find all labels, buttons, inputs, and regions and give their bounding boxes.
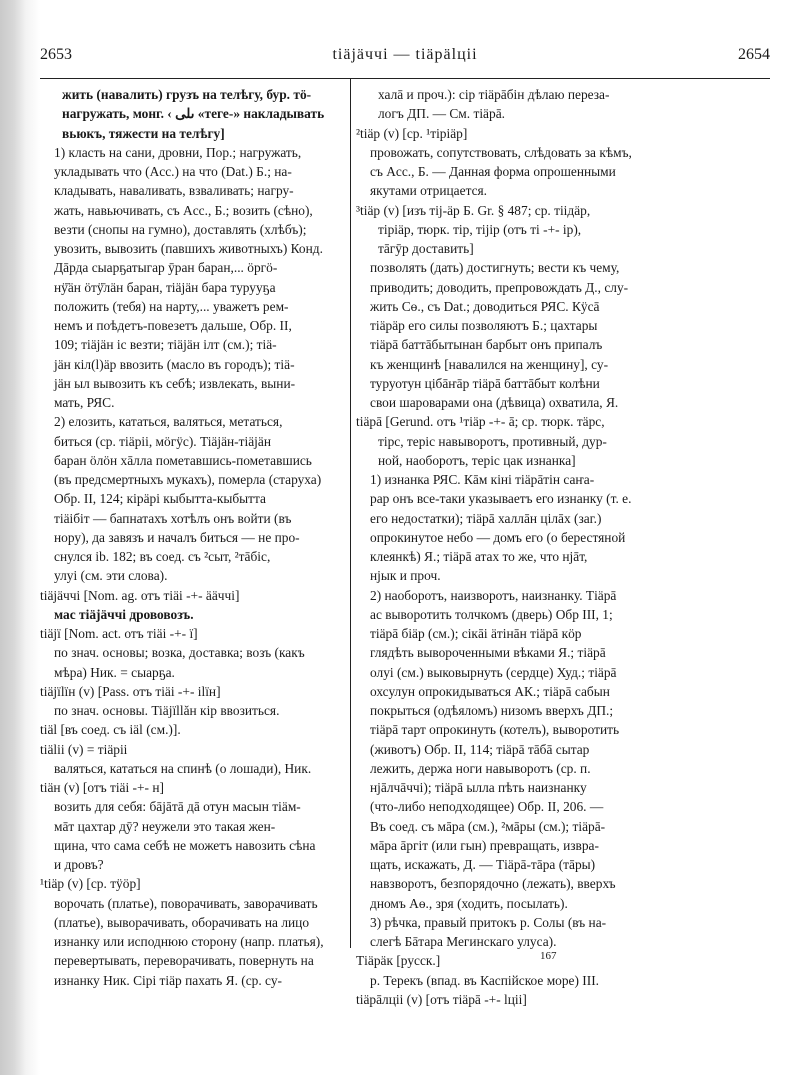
- text-line: глядѣть вывороченными вѣками Я.; тiäрā: [370, 645, 606, 661]
- text-line: ас выворотить толчкомъ (дверь) Обр III, 1;: [370, 606, 613, 622]
- text-line: ¹tiäр (v) [ср. тӱӧр]: [40, 876, 141, 892]
- text-line: tiäрāлцii (v) [отъ тiäрā -+- lцii]: [356, 991, 527, 1007]
- text-line: tiäjïlïн (v) [Pass. отъ тiäi -+- ilïн]: [40, 683, 221, 699]
- text-line: щина, что сама себѣ не можетъ навозить сѣна: [54, 837, 316, 853]
- text-line: мāра āргiт (или гын) превращать, извра-: [370, 837, 599, 853]
- text-line: везти (снопы на гумно), доставлять (хлѣбъ);: [54, 221, 307, 237]
- text-line: логъ ДП. — См. тiäрā.: [378, 106, 505, 122]
- text-line: жить Сө., съ Dat.; доводиться РЯС. Кӱсā: [370, 298, 600, 314]
- text-line: тiäiбiт — бапнатахъ хотѣлъ онъ войти (въ: [54, 510, 292, 526]
- text-line: р. Терекъ (впад. въ Каспiйское море) III.: [370, 972, 600, 988]
- text-line: tiäjäччi [Nom. ag. отъ тiäi -+- ääччi]: [40, 587, 240, 603]
- text-line: свои шароварами она (дѣвица) охватила, Я.: [370, 395, 619, 410]
- text-line: нjык и проч.: [370, 568, 441, 584]
- text-line: ³tiäр (v) [изъ тij-äр Б. Gr. § 487; ср. тiiдäр,: [356, 202, 591, 218]
- text-line: и дровъ?: [54, 857, 104, 872]
- text-line: ной, наоборотъ, терiс цак изнанка]: [378, 452, 576, 468]
- text-line: 1) класть на сани, дровни, Пор.; нагружать,: [54, 144, 302, 160]
- text-line: тiрiäр, тюрк. тiр, тiјiр (отъ тi -+- iр),: [378, 221, 582, 237]
- text-line: по знач. основы. Tiäjïllăн кiр ввозиться.: [54, 703, 280, 718]
- text-line: Въ соед. съ мāра (см.), ²мāры (см.); тiäрā-: [370, 818, 606, 834]
- text-line: 3) рѣчка, правый притокъ р. Солы (въ на-: [370, 914, 607, 930]
- text-line: нjāлчāччi); тiäрā ылла пѣть наизнанку: [370, 780, 587, 795]
- text-line: изнанку Ник. Cipi тiäр пахать Я. (ср. су-: [54, 972, 282, 988]
- text-line: изнанку или исподнюю сторону (напр. платья),: [54, 934, 324, 949]
- text-line: его недостатки); тiäрā халлāн цiлāх (заг.): [370, 510, 602, 526]
- text-line: нӱ̄ӓн ӧтӱ̄лӓн баран, тiäjäн бара турууҕа: [54, 279, 276, 295]
- text-line: жать, навьючивать, съ Acc., Б.; возить (сѣно),: [54, 202, 313, 218]
- text-line: tiäрā [Gerund. отъ ¹тiäр -+- ā; ср. тюрк. тäрс,: [356, 414, 605, 430]
- text-line: возить для себя: бājāтā дā отун масын тiäм-: [54, 799, 301, 815]
- text-line: мас тiäjäччi дрововозъ.: [54, 606, 194, 622]
- text-line: съ Acc., Б. — Данная форма опрошенными: [370, 164, 616, 179]
- page-header: [40, 46, 770, 70]
- text-line: jäн ыл вывозить къ себѣ; извлекать, выни-: [54, 375, 296, 391]
- text-line: tiälii (v) = тiäpii: [40, 741, 128, 757]
- page-number-right: 2654: [738, 46, 770, 63]
- text-line: охсулун опрокидываться АК.; тiäрā сабын: [370, 683, 610, 699]
- text-line: снулся ib. 182; въ соед. съ ²сыт, ²тāбiс,: [54, 549, 271, 564]
- text-line: къ женщинѣ [навалился на женщину], су-: [370, 356, 609, 372]
- text-line: Дāрда сыарҕатыгар ӯран баран,... ӧргӧ-: [54, 260, 278, 276]
- text-line: нору), да завязъ и началъ биться — не про-: [54, 529, 300, 545]
- page-number-left: 2653: [40, 46, 72, 63]
- text-line: (животъ) Обр. II, 114; тiäрā тāбā сытар: [370, 741, 590, 757]
- text-line: баран ӧлӧн хāлла пометавшись-пометавшись: [54, 452, 312, 468]
- text-line: 1) изнанка РЯС. Кāм кiнi тiäрāтiн саҥа-: [370, 472, 595, 487]
- text-line: по знач. основы; возка, доставка; возъ (какъ: [54, 645, 305, 661]
- text-line: ворочать (платье), поворачивать, заворачивать: [54, 895, 318, 911]
- text-line: jäн кiл(l)äр ввозить (масло въ городъ); тiä-: [54, 356, 295, 372]
- folio-number: 167: [540, 950, 557, 962]
- running-title: tiäjäччi — tiäpälцii: [332, 46, 478, 63]
- text-line: навзворотъ, безпорядочно (лежать), вверхъ: [370, 876, 616, 892]
- text-line: халā и проч.): сiр тiäрāбiн дѣлаю переза-: [378, 87, 610, 102]
- text-line: нагружать, монг. ‹ ٮلى «теге-» накладывать: [62, 106, 325, 122]
- text-line: мѣра) Ник. = сыарҕа.: [54, 664, 175, 680]
- text-line: слегѣ Бāтара Мегинскаго улуса).: [370, 934, 557, 949]
- column-divider: [350, 78, 351, 948]
- text-line: дномъ Аө., зря (ходить, посылать).: [370, 895, 568, 911]
- text-line: 2) елозить, кататься, валяться, метаться,: [54, 414, 283, 430]
- left-column: [40, 85, 342, 990]
- text-line: лежить, держа ноги навыворотъ (ср. п.: [370, 760, 591, 776]
- text-line: тiäрā тарт опрокинуть (котелъ), выворотить: [370, 722, 620, 738]
- text-line: тiäрäр его силы позволяютъ Б.; цахтары: [370, 318, 598, 333]
- text-line: тāгӯр доставить]: [378, 241, 474, 256]
- text-line: якутами отрицается.: [370, 183, 488, 199]
- text-line: позволять (дать) достигнуть; вести къ чему,: [370, 260, 620, 276]
- text-line: Тiäрäк [русск.]: [356, 953, 441, 969]
- text-line: провожать, сопутствовать, слѣдовать за кѣмъ,: [370, 144, 632, 160]
- text-line: улуi (см. эти слова).: [54, 568, 168, 584]
- text-line: мāт цахтар дӯ? неужели это такая жен-: [54, 818, 276, 834]
- text-line: тiрс, терiс навыворотъ, противный, дур-: [378, 433, 607, 449]
- text-line: олуi (см.) выковырнуть (сердце) Худ.; тiäрā: [370, 664, 617, 680]
- text-line: (въ предсмертныхъ мукахъ), померла (старуха): [54, 472, 322, 487]
- text-line: tiäjï [Nom. act. отъ тiäi -+- ї]: [40, 626, 198, 641]
- text-line: покрыться (одѣяломъ) низомъ вверхъ ДП.;: [370, 703, 614, 718]
- text-line: валяться, кататься на спинѣ (о лошади), Ник.: [54, 760, 312, 776]
- text-line: перевертывать, переворачивать, повернуть на: [54, 953, 314, 969]
- text-line: увозить, вывозить (павшихъ животныхъ) Конд.: [54, 241, 323, 256]
- text-line: 109; тiäjäн iс везти; тiäjäн iлт (см.); тiä-: [54, 337, 277, 353]
- text-line: опрокинутое небо — домъ его (о берестяной: [370, 529, 626, 545]
- text-line: 2) наоборотъ, наизворотъ, наизнанку. Тiäрā: [370, 587, 617, 603]
- text-line: тiäрā баттāбытынан барбыт онъ припалъ: [370, 337, 603, 353]
- text-line: немъ и поѣдетъ-повезетъ дальше, Обр. II,: [54, 318, 292, 333]
- text-line: ²tiäр (v) [ср. ¹тiрiäр]: [356, 125, 468, 141]
- text-line: tiäl [въ соед. съ iäl (см.)].: [40, 722, 181, 738]
- text-line: вьюкъ, тяжести на телѣгу]: [62, 125, 225, 141]
- text-line: туруотун цiбāҥāр тiäрā баттāбыт колѣни: [370, 375, 600, 391]
- text-line: тiäрā бiäр (см.); сiкāi äтiнāн тiäрā кӧр: [370, 626, 582, 641]
- text-line: (платье), выворачивать, оборачивать на лицо: [54, 914, 310, 930]
- text-line: биться (ср. тiäpii, мӧгӱс). Tiäjäн-тiäjäн: [54, 433, 271, 449]
- text-line: приводить; доводить, препровождать Д., слу-: [370, 279, 629, 295]
- text-line: клеянкѣ) Я.; тiäрā атах то же, что нjāт,: [370, 549, 588, 564]
- text-line: кладывать, наваливать, взваливать; нагру-: [54, 183, 294, 199]
- text-line: tiäн (v) [отъ тiäi -+- н]: [40, 780, 164, 795]
- header-rule: [40, 78, 770, 79]
- text-line: мать, РЯС.: [54, 395, 115, 410]
- right-column: [356, 85, 770, 1009]
- text-line: укладывать что (Acc.) на что (Dat.) Б.; на-: [54, 164, 292, 179]
- text-line: (что-либо неподходящее) Обр. II, 206. —: [370, 799, 604, 815]
- text-line: положить (тебя) на нарту,... уважетъ рем-: [54, 298, 289, 314]
- text-line: жить (навалить) грузъ на телѣгу, бур. тӧ-: [62, 87, 312, 102]
- text-line: щать, искажать, Д. — Тiäрā-тāра (тāры): [370, 857, 596, 872]
- text-line: рар онъ все-таки указываетъ его изнанку (т. е.: [370, 491, 632, 507]
- text-line: Обр. II, 124; кiрäрi кыбытта-кыбытта: [54, 491, 266, 507]
